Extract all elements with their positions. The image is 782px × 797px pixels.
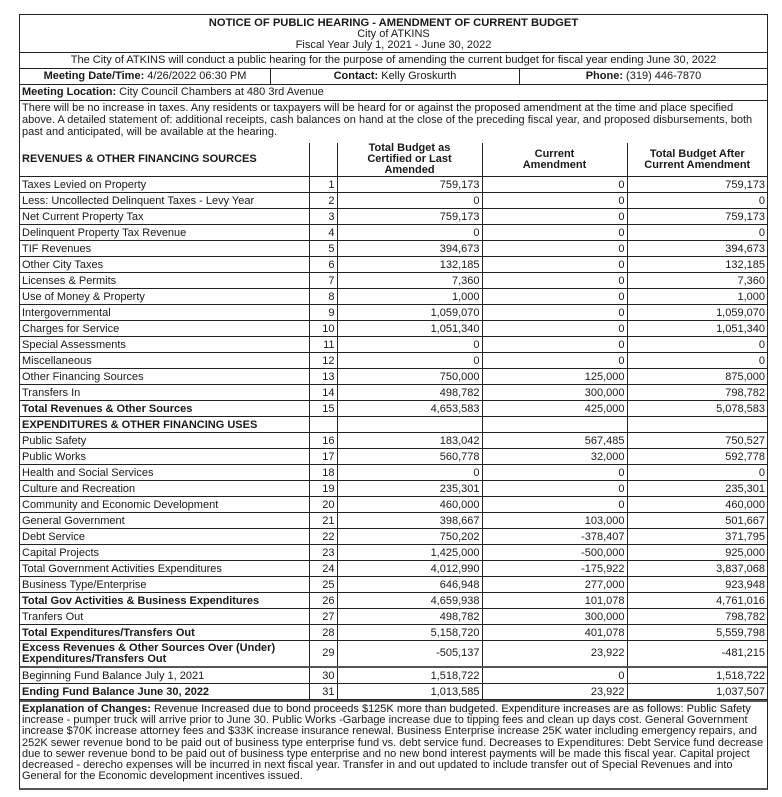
- row-budget-after-amendment: 5,559,798: [627, 625, 767, 641]
- row-label: Taxes Levied on Property: [20, 177, 309, 193]
- table-row: [20, 321, 767, 337]
- row-current-amendment: 0: [482, 481, 627, 497]
- row-budget-certified: 1,000: [337, 289, 482, 305]
- row-label: Public Works: [20, 449, 309, 465]
- row-current-amendment: -500,000: [482, 545, 627, 561]
- row-budget-certified: 0: [337, 465, 482, 481]
- row-line-number: 31: [309, 684, 337, 700]
- row-budget-after-amendment: 5,078,583: [627, 401, 767, 417]
- contact-label: Contact:: [333, 70, 379, 82]
- row-budget-certified: 398,667: [337, 513, 482, 529]
- row-budget-after-amendment: 371,795: [627, 529, 767, 545]
- row-line-number: 28: [309, 625, 337, 641]
- row-line-number: 7: [309, 273, 337, 289]
- row-line-number: 22: [309, 529, 337, 545]
- notice-title: NOTICE OF PUBLIC HEARING - AMENDMENT OF CURRENT BUDGET: [208, 17, 579, 29]
- row-label: Less: Uncollected Delinquent Taxes - Levy Year: [20, 193, 309, 209]
- row-current-amendment: 0: [482, 193, 627, 209]
- row-budget-certified: 4,012,990: [337, 561, 482, 577]
- row-label: EXPENDITURES & OTHER FINANCING USES: [20, 417, 309, 433]
- row-budget-after-amendment: 1,000: [627, 289, 767, 305]
- row-budget-certified: 394,673: [337, 241, 482, 257]
- row-line-number: 25: [309, 577, 337, 593]
- row-label: Total Government Activities Expenditures: [20, 561, 309, 577]
- row-budget-after-amendment: 0: [627, 465, 767, 481]
- row-budget-after-amendment: 235,301: [627, 481, 767, 497]
- row-budget-certified: 646,948: [337, 577, 482, 593]
- table-row: [20, 273, 767, 289]
- row-line-number: 27: [309, 609, 337, 625]
- row-budget-after-amendment: 925,000: [627, 545, 767, 561]
- row-budget-after-amendment: 1,518,722: [627, 667, 767, 684]
- table-row: [20, 337, 767, 353]
- row-budget-certified: 759,173: [337, 209, 482, 225]
- row-label: Net Current Property Tax: [20, 209, 309, 225]
- row-budget-certified: 750,000: [337, 369, 482, 385]
- row-label: Intergovernmental: [20, 305, 309, 321]
- column-header-after-text: Total Budget After Current Amendment: [644, 147, 751, 171]
- row-budget-certified: 560,778: [337, 449, 482, 465]
- row-budget-certified: 4,653,583: [337, 401, 482, 417]
- row-current-amendment: 0: [482, 667, 627, 684]
- row-budget-certified: [337, 417, 482, 433]
- row-label: Excess Revenues & Other Sources Over (Under) Expenditures/Transfers Out: [20, 641, 309, 668]
- table-row: [20, 667, 767, 684]
- row-budget-certified: 498,782: [337, 609, 482, 625]
- table-row: [20, 369, 767, 385]
- meeting-datetime: [20, 69, 271, 84]
- table-row: [20, 481, 767, 497]
- row-current-amendment: 23,922: [482, 641, 627, 668]
- table-row: [20, 641, 767, 668]
- row-line-number: 3: [309, 209, 337, 225]
- table-header-row: [20, 143, 767, 177]
- row-label: Debt Service: [20, 529, 309, 545]
- row-label: Total Revenues & Other Sources: [20, 401, 309, 417]
- row-line-number: 19: [309, 481, 337, 497]
- row-label: Beginning Fund Balance July 1, 2021: [20, 667, 309, 684]
- column-header-budget-text: Total Budget as Certified or Last Amended: [367, 142, 452, 176]
- row-budget-certified: 0: [337, 353, 482, 369]
- row-label: Health and Social Services: [20, 465, 309, 481]
- row-line-number: 11: [309, 337, 337, 353]
- table-row: [20, 625, 767, 641]
- row-budget-certified: 498,782: [337, 385, 482, 401]
- table-row: [20, 385, 767, 401]
- table-row: [20, 513, 767, 529]
- row-label: Total Expenditures/Transfers Out: [20, 625, 309, 641]
- table-row: [20, 177, 767, 193]
- row-line-number: 26: [309, 593, 337, 609]
- table-row: [20, 305, 767, 321]
- row-label: Capital Projects: [20, 545, 309, 561]
- budget-table: [20, 143, 767, 700]
- meeting-phone: [520, 69, 767, 84]
- row-current-amendment: 0: [482, 337, 627, 353]
- row-current-amendment: 0: [482, 497, 627, 513]
- row-current-amendment: 300,000: [482, 385, 627, 401]
- table-row: [20, 497, 767, 513]
- row-budget-after-amendment: 759,173: [627, 177, 767, 193]
- row-budget-after-amendment: 1,059,070: [627, 305, 767, 321]
- row-budget-certified: 750,202: [337, 529, 482, 545]
- row-line-number: 21: [309, 513, 337, 529]
- row-line-number: 17: [309, 449, 337, 465]
- row-current-amendment: -175,922: [482, 561, 627, 577]
- row-line-number: [309, 417, 337, 433]
- row-label: Tranfers Out: [20, 609, 309, 625]
- phone-value: (319) 446-7870: [623, 70, 702, 82]
- table-row: [20, 353, 767, 369]
- table-row: [20, 289, 767, 305]
- meeting-location: [20, 85, 767, 101]
- row-label: Culture and Recreation: [20, 481, 309, 497]
- row-current-amendment: 0: [482, 225, 627, 241]
- row-label: Special Assessments: [20, 337, 309, 353]
- table-row: [20, 684, 767, 700]
- table-row: [20, 433, 767, 449]
- row-budget-certified: 1,425,000: [337, 545, 482, 561]
- row-label: Community and Economic Development: [20, 497, 309, 513]
- row-label: General Government: [20, 513, 309, 529]
- row-budget-certified: 183,042: [337, 433, 482, 449]
- row-line-number: 23: [309, 545, 337, 561]
- row-budget-after-amendment: 923,948: [627, 577, 767, 593]
- row-current-amendment: 101,078: [482, 593, 627, 609]
- row-current-amendment: 103,000: [482, 513, 627, 529]
- row-current-amendment: 0: [482, 321, 627, 337]
- table-row: [20, 465, 767, 481]
- row-line-number: 14: [309, 385, 337, 401]
- row-label: Licenses & Permits: [20, 273, 309, 289]
- table-row: [20, 577, 767, 593]
- phone-label: Phone:: [585, 70, 623, 82]
- row-budget-certified: 1,059,070: [337, 305, 482, 321]
- row-budget-certified: -505,137: [337, 641, 482, 668]
- row-current-amendment: 125,000: [482, 369, 627, 385]
- row-line-number: 15: [309, 401, 337, 417]
- row-label: Charges for Service: [20, 321, 309, 337]
- meeting-contact: [271, 69, 520, 84]
- explanation-text: Revenue Increased due to bond proceeds $125K more than budgeted. Expenditure increases are as follows: Public Safety increase - pumper truck will arrive prior to June 30. Public Works -Garbage increase due to tipping fees and clean up days cost. General Government increase $70K increase attorney fees and $33K increase insurance renewal. Business Enterprise increase 25K water including emergency repairs, and 252K sewer revenue bond to be paid out of business type enterprise fund vs. debt service fund. Decreases to Expenditures: Debt Service fund decrease due to sewer revenue bond to be paid out of business type enterprise and no new bond interest payments will be made this fiscal year. Capital project decreased - derecho expenses will be incurred in next fiscal year. Transfer in and out updated to include transfer out of Special Revenues and into General for the Economic development incentives issued.: [22, 703, 764, 783]
- meeting-datetime-label: Meeting Date/Time:: [43, 70, 145, 82]
- row-line-number: 29: [309, 641, 337, 668]
- table-row: [20, 241, 767, 257]
- meeting-datetime-value: 4/26/2022 06:30 PM: [144, 70, 247, 82]
- row-current-amendment: 0: [482, 305, 627, 321]
- row-current-amendment: 0: [482, 177, 627, 193]
- row-budget-certified: 4,659,938: [337, 593, 482, 609]
- row-line-number: 6: [309, 257, 337, 273]
- row-budget-after-amendment: 875,000: [627, 369, 767, 385]
- row-line-number: 20: [309, 497, 337, 513]
- hearing-statement: There will be no increase in taxes. Any residents or taxpayers will be heard for or against the proposed amendment at the time and place specified above. A detailed statement of: additional receipts, cash balances on hand at the close of the preceding fiscal year, and proposed disbursements, both past and anticipated, will be available at the hearing.: [22, 102, 753, 138]
- row-budget-after-amendment: 3,837,068: [627, 561, 767, 577]
- location-label: Meeting Location:: [22, 86, 117, 98]
- table-row: [20, 529, 767, 545]
- row-budget-certified: 460,000: [337, 497, 482, 513]
- row-current-amendment: 0: [482, 209, 627, 225]
- row-budget-after-amendment: 4,761,016: [627, 593, 767, 609]
- column-header-section: REVENUES & OTHER FINANCING SOURCES: [20, 143, 309, 177]
- row-current-amendment: 401,078: [482, 625, 627, 641]
- row-label: Other City Taxes: [20, 257, 309, 273]
- row-current-amendment: [482, 417, 627, 433]
- row-label: Other Financing Sources: [20, 369, 309, 385]
- column-header-amendment: [482, 143, 627, 177]
- city-name: City of ATKINS: [357, 28, 430, 40]
- row-budget-certified: 0: [337, 337, 482, 353]
- row-current-amendment: 32,000: [482, 449, 627, 465]
- row-budget-certified: 0: [337, 225, 482, 241]
- row-budget-after-amendment: 460,000: [627, 497, 767, 513]
- table-row: [20, 545, 767, 561]
- row-line-number: 16: [309, 433, 337, 449]
- explanation-of-changes: [20, 700, 767, 788]
- row-line-number: 4: [309, 225, 337, 241]
- column-header-budget: [337, 143, 482, 177]
- row-budget-after-amendment: -481,215: [627, 641, 767, 668]
- row-label: Ending Fund Balance June 30, 2022: [20, 684, 309, 700]
- row-current-amendment: 0: [482, 257, 627, 273]
- row-budget-after-amendment: 750,527: [627, 433, 767, 449]
- row-line-number: 10: [309, 321, 337, 337]
- row-budget-certified: 0: [337, 193, 482, 209]
- row-label: Transfers In: [20, 385, 309, 401]
- row-line-number: 8: [309, 289, 337, 305]
- row-budget-after-amendment: 798,782: [627, 609, 767, 625]
- row-label: Miscellaneous: [20, 353, 309, 369]
- row-current-amendment: 567,485: [482, 433, 627, 449]
- row-budget-after-amendment: [627, 417, 767, 433]
- row-label: Total Gov Activities & Business Expenditures: [20, 593, 309, 609]
- row-budget-after-amendment: 0: [627, 193, 767, 209]
- table-row: [20, 209, 767, 225]
- hearing-intro: The City of ATKINS will conduct a public hearing for the purpose of amending the current budget for fiscal year ending June 30, 2022: [20, 53, 767, 69]
- row-current-amendment: 300,000: [482, 609, 627, 625]
- table-row: [20, 593, 767, 609]
- row-budget-certified: 1,051,340: [337, 321, 482, 337]
- row-budget-after-amendment: 0: [627, 353, 767, 369]
- row-current-amendment: 0: [482, 465, 627, 481]
- row-budget-certified: 235,301: [337, 481, 482, 497]
- row-budget-after-amendment: 798,782: [627, 385, 767, 401]
- row-budget-after-amendment: 501,667: [627, 513, 767, 529]
- row-current-amendment: 0: [482, 273, 627, 289]
- column-header-amendment-text: Current Amendment: [522, 147, 587, 171]
- table-row: [20, 417, 767, 433]
- table-row: [20, 449, 767, 465]
- row-budget-after-amendment: 1,051,340: [627, 321, 767, 337]
- row-current-amendment: 425,000: [482, 401, 627, 417]
- table-row: [20, 401, 767, 417]
- row-label: Delinquent Property Tax Revenue: [20, 225, 309, 241]
- row-line-number: 12: [309, 353, 337, 369]
- row-label: Business Type/Enterprise: [20, 577, 309, 593]
- contact-value: Kelly Groskurth: [378, 70, 457, 82]
- table-row: [20, 609, 767, 625]
- row-budget-certified: 7,360: [337, 273, 482, 289]
- row-budget-certified: 1,518,722: [337, 667, 482, 684]
- column-header-line: [309, 143, 337, 177]
- row-label: Public Safety: [20, 433, 309, 449]
- row-budget-after-amendment: 759,173: [627, 209, 767, 225]
- fiscal-year: Fiscal Year July 1, 2021 - June 30, 2022: [295, 39, 492, 51]
- budget-notice-document: [19, 14, 768, 790]
- row-label: Use of Money & Property: [20, 289, 309, 305]
- row-current-amendment: -378,407: [482, 529, 627, 545]
- row-current-amendment: 0: [482, 241, 627, 257]
- row-current-amendment: 0: [482, 353, 627, 369]
- row-budget-after-amendment: 394,673: [627, 241, 767, 257]
- row-budget-certified: 5,158,720: [337, 625, 482, 641]
- row-line-number: 1: [309, 177, 337, 193]
- location-value: City Council Chambers at 480 3rd Avenue: [116, 86, 324, 98]
- row-current-amendment: 277,000: [482, 577, 627, 593]
- table-row: [20, 225, 767, 241]
- notice-header: [20, 15, 767, 53]
- table-row: [20, 561, 767, 577]
- column-header-after: [627, 143, 767, 177]
- row-current-amendment: 23,922: [482, 684, 627, 700]
- meeting-info-row: [20, 69, 767, 85]
- row-budget-after-amendment: 7,360: [627, 273, 767, 289]
- row-line-number: 24: [309, 561, 337, 577]
- row-budget-after-amendment: 1,037,507: [627, 684, 767, 700]
- table-row: [20, 257, 767, 273]
- table-row: [20, 193, 767, 209]
- row-budget-after-amendment: 592,778: [627, 449, 767, 465]
- row-budget-certified: 1,013,585: [337, 684, 482, 700]
- explanation-label: Explanation of Changes:: [22, 703, 151, 715]
- row-budget-after-amendment: 0: [627, 225, 767, 241]
- row-budget-after-amendment: 132,185: [627, 257, 767, 273]
- row-line-number: 2: [309, 193, 337, 209]
- row-budget-certified: 132,185: [337, 257, 482, 273]
- row-current-amendment: 0: [482, 289, 627, 305]
- row-line-number: 18: [309, 465, 337, 481]
- row-line-number: 30: [309, 667, 337, 684]
- row-budget-certified: 759,173: [337, 177, 482, 193]
- row-line-number: 5: [309, 241, 337, 257]
- row-budget-after-amendment: 0: [627, 337, 767, 353]
- row-label: TIF Revenues: [20, 241, 309, 257]
- row-line-number: 9: [309, 305, 337, 321]
- row-line-number: 13: [309, 369, 337, 385]
